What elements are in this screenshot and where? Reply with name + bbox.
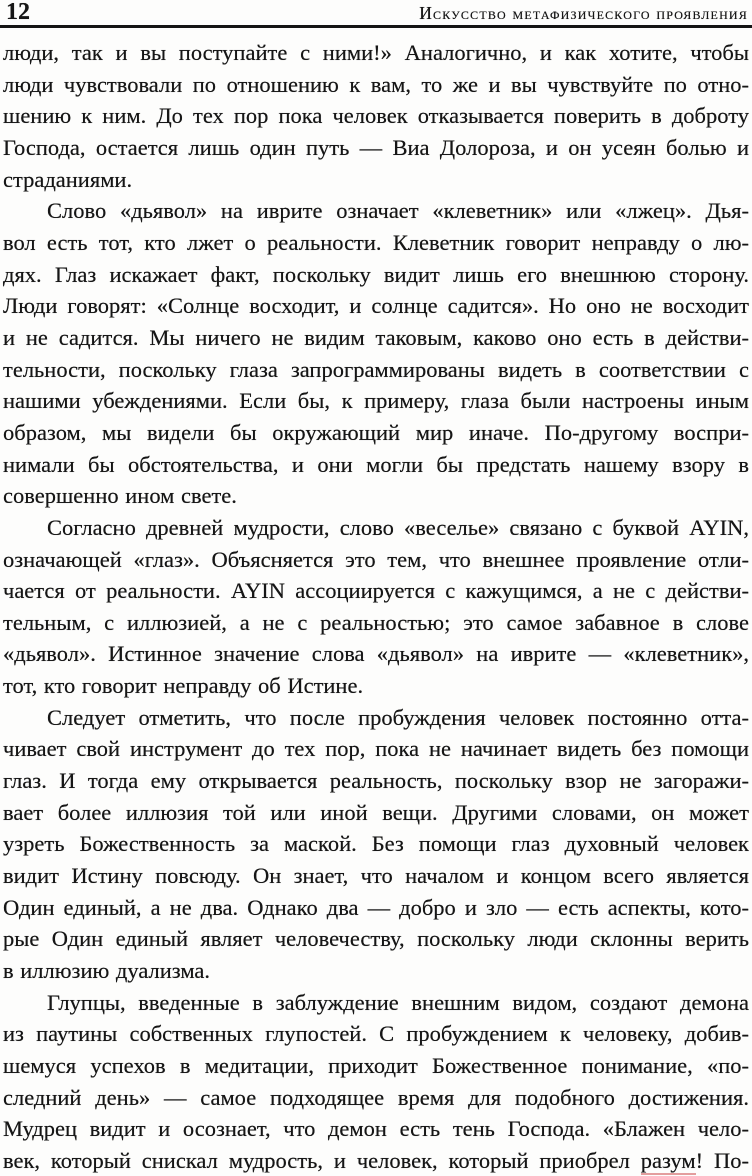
text-line: Глупцы, введенные в заблуждение внешним видом, создают демона	[47, 989, 749, 1015]
text-line: вол есть тот, кто лжет о реальности. Клеветник говорит неправду о лю-	[3, 229, 749, 255]
text-line: чается от реальности. AYIN ассоциируется с кажущимся, а не с действи-	[3, 578, 749, 604]
text-line: видит Истину повсюду. Он знает, что началом и концом всего является	[3, 863, 749, 889]
text-line: совершенно ином свете.	[3, 483, 237, 509]
text-line: чивает свой инструмент до тех пор, пока не начинает видеть без помощи	[3, 736, 749, 762]
body-text	[0, 28, 752, 1176]
text-line: люди, так и вы поступайте с ними!» Аналогично, и как хотите, чтобы	[3, 40, 749, 65]
text-line: рые Один единый являет человечеству, поскольку люди склонны верить	[3, 926, 749, 952]
text-segment: ! По-	[695, 1147, 750, 1173]
text-line: тот, кто говорит неправду об Истине.	[3, 673, 364, 699]
text-line: «дьявол». Истинное значение слова «дьявол» на иврите — «клеветник»,	[3, 641, 749, 667]
text-line: Один единый, а не два. Однако два — добро и зло — есть аспекты, кото-	[3, 894, 749, 920]
text-line: страданиями.	[3, 166, 133, 192]
text-line-final	[3, 1145, 749, 1176]
text-line: узреть Божественность за маской. Без помощи глаз духовный человек	[3, 831, 749, 857]
text-line: нашими убеждениями. Если бы, к примеру, глаза были настроены иным	[3, 388, 749, 414]
text-line: вает более иллюзия той или иной вещи. Другими словами, он может	[3, 799, 749, 825]
text-line: следний день» — самое подходящее время для подобного достижения.	[3, 1084, 749, 1110]
text-line: Следует отметить, что после пробуждения человек постоянно отта-	[47, 704, 749, 730]
text-line: и не садится. Мы ничего не видим таковым, каково оно есть в действи-	[3, 324, 749, 350]
text-line: Согласно древней мудрости, слово «веселье» связано с буквой AYIN,	[47, 514, 749, 540]
text-segment: век, который снискал мудрость, и человек, который приобрел	[3, 1147, 641, 1173]
text-line: Слово «дьявол» на иврите означает «клеветник» или «лжец». Дья-	[47, 198, 749, 224]
text-line: тельности, поскольку глаза запрограммированы видеть в соответствии с	[3, 356, 749, 382]
red-underlined-text: разум	[640, 1147, 696, 1173]
text-line: тельным, с иллюзией, а не с реальностью; это самое забавное в слове	[3, 609, 749, 635]
text-line: Мудрец видит и осознает, что демон есть тень Господа. «Блажен чело-	[3, 1116, 749, 1142]
text-line: образом, мы видели бы окружающий мир иначе. По-другому воспри-	[3, 419, 749, 445]
text-line: люди чувствовали по отношению к вам, то же и вы чувствуйте по отно-	[3, 71, 749, 97]
running-head: Искусство метафизического проявления	[419, 3, 748, 23]
text-line: шению к ним. До тех пор пока человек отказывается поверить в доброту	[3, 103, 749, 129]
text-line: в иллюзию дуализма.	[3, 958, 211, 984]
text-line: шемуся успехов в медитации, приходит Божественное понимание, «по-	[3, 1053, 749, 1078]
page-number: 12	[6, 0, 30, 25]
text-line: означающей «глаз». Объясняется это тем, что внешнее проявление отли-	[3, 546, 749, 572]
text-line: из паутины собственных глупостей. С пробуждением к человеку, добив-	[3, 1021, 749, 1047]
text-line: Господа, остается лишь один путь — Виа Долороза, и он усеян болью и	[3, 134, 749, 160]
page-header	[0, 0, 752, 28]
text-line: глаз. И тогда ему открывается реальность, поскольку взор не загоражи-	[3, 768, 749, 794]
text-line: нимали бы обстоятельства, и они могли бы предстать нашему взору в	[3, 451, 749, 477]
text-line: дях. Глаз искажает факт, поскольку видит лишь его внешнюю сторону.	[3, 261, 749, 287]
text-line: Люди говорят: «Солнце восходит, и солнце садится». Но оно не восходит	[3, 293, 749, 319]
